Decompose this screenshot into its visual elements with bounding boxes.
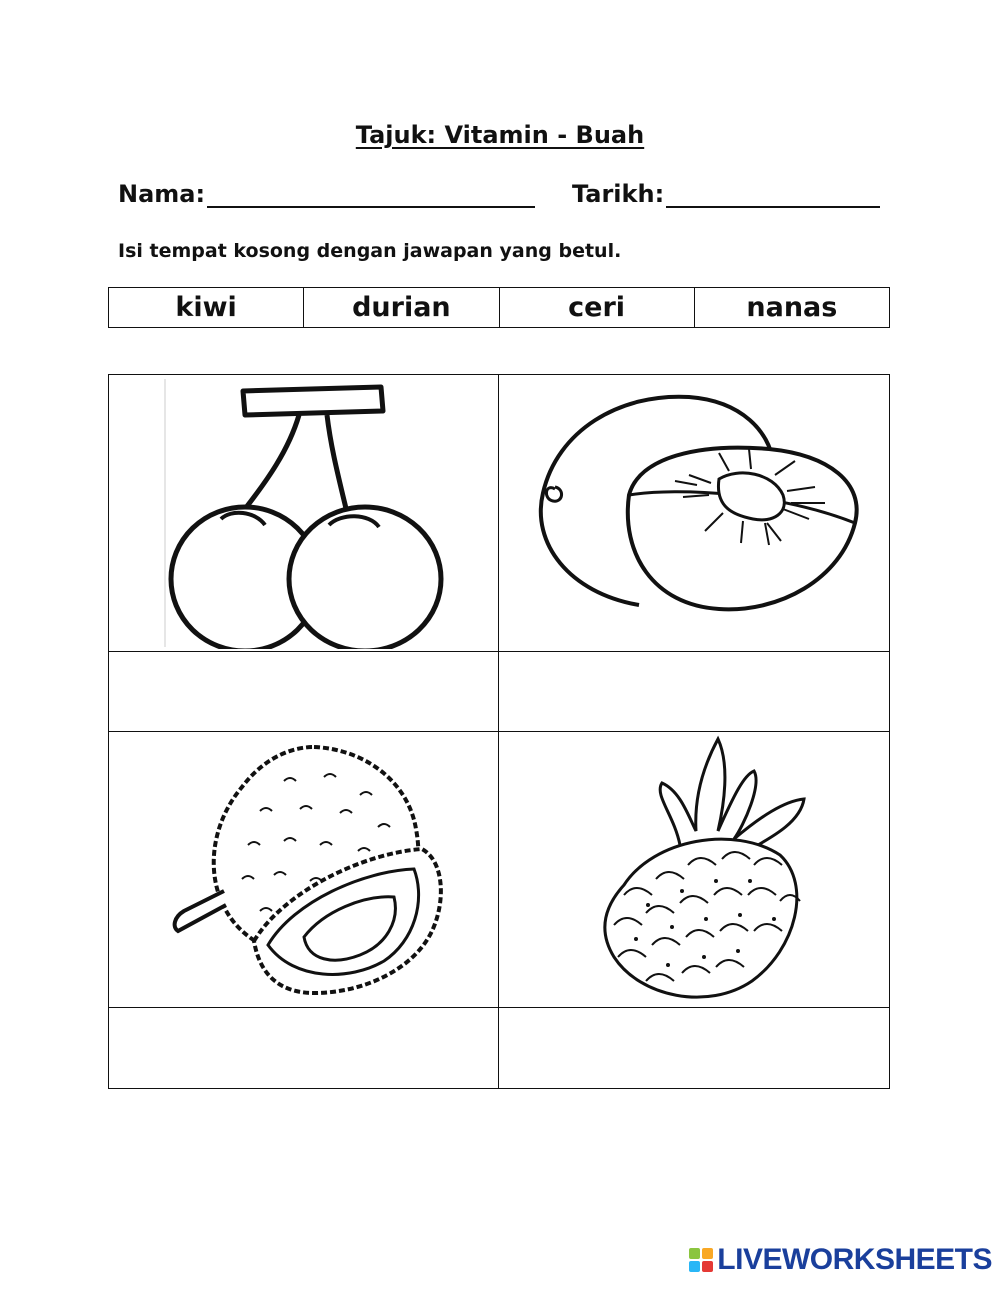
answer-box-cherry[interactable] — [109, 652, 498, 731]
word-bank-item: kiwi — [109, 288, 304, 327]
date-input-line[interactable] — [666, 180, 880, 208]
name-field — [118, 180, 535, 208]
logo-blocks-icon — [689, 1248, 713, 1272]
answer-box-durian[interactable] — [109, 1008, 498, 1088]
date-field — [572, 180, 880, 208]
name-label: Nama: — [118, 180, 206, 208]
answer-box-kiwi[interactable] — [499, 652, 889, 731]
durian-icon — [164, 741, 454, 1006]
logo-block — [689, 1248, 700, 1259]
date-label: Tarikh: — [572, 180, 665, 208]
instruction: Isi tempat kosong dengan jawapan yang betul. — [118, 240, 622, 262]
word-bank-item: nanas — [746, 292, 838, 323]
worksheet-title: Tajuk: Vitamin - Buah — [355, 121, 645, 149]
logo-block — [689, 1261, 700, 1272]
word-bank — [108, 287, 890, 328]
cherry-icon — [159, 379, 449, 649]
logo-block — [702, 1261, 713, 1272]
pineapple-icon — [584, 735, 809, 1005]
kiwi-icon — [529, 383, 874, 623]
word-bank-item: ceri — [500, 288, 695, 327]
liveworksheets-logo — [689, 1243, 992, 1277]
logo-text: LIVEWORKSHEETS — [717, 1243, 992, 1276]
fruit-grid — [108, 374, 890, 1089]
answer-box-pineapple[interactable] — [499, 1008, 889, 1088]
grid-divider — [109, 731, 889, 732]
word-bank-item: durian — [304, 288, 499, 327]
logo-block — [702, 1248, 713, 1259]
name-input-line[interactable] — [207, 180, 535, 208]
